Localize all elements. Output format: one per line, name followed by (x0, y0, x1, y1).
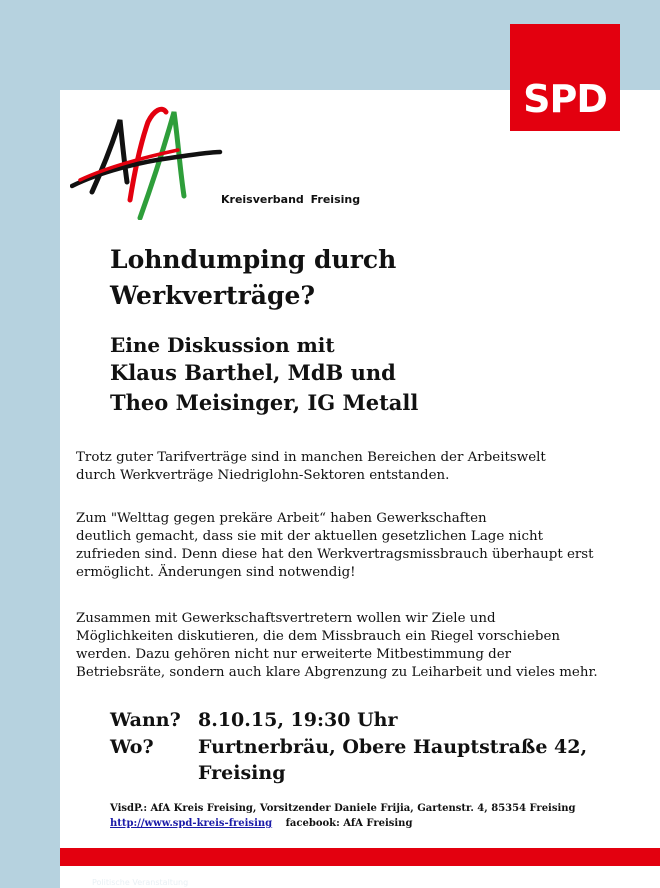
body-line: Zusammen mit Gewerkschaftsvertretern wollen wir Ziele und (76, 611, 496, 626)
body-line: durch Werkverträge Niedriglohn-Sektoren entstanden. (76, 468, 450, 483)
body-paragraph-2 (76, 510, 636, 582)
visdp-imprint: VisdP.: AfA Kreis Freising, Vorsitzender Daniele Frijia, Gartenstr. 4, 85354 Freising (110, 803, 576, 814)
body-line: ermöglicht. Änderungen sind notwendig! (76, 565, 356, 580)
body-paragraph-1 (76, 449, 636, 485)
body-line: deutlich gemacht, dass sie mit der aktuellen gesetzlichen Lage nicht (76, 529, 543, 544)
spd-logo-text: SPD (523, 77, 607, 121)
spd-logo (510, 24, 620, 131)
title-line-2: Werkverträge? (110, 281, 315, 310)
body-line: Zum "Welttag gegen prekäre Arbeit“ haben Gewerkschaften (76, 511, 487, 526)
footer-red-bar (60, 848, 660, 866)
subtitle-line-1: Eine Diskussion mit (110, 333, 335, 357)
kreisverband-label: Kreisverband Freising (221, 193, 361, 206)
body-line: zufrieden sind. Denn diese hat den Werkvertragsmissbrauch überhaupt erst (76, 547, 594, 562)
event-when-value: 8.10.15, 19:30 Uhr (198, 709, 398, 731)
subtitle-line-2: Klaus Barthel, MdB und (110, 360, 396, 385)
body-line: Trotz guter Tarifverträge sind in manchen Bereichen der Arbeitswelt (76, 450, 546, 465)
subtitle-line-3: Theo Meisinger, IG Metall (110, 390, 419, 415)
event-where-label: Wo? (110, 736, 154, 758)
event-where-value-line-1: Furtnerbräu, Obere Hauptstraße 42, (198, 736, 588, 758)
body-line: Betriebsräte, sondern auch klare Abgrenzung zu Leiharbeit und vieles mehr. (76, 665, 598, 680)
event-when-label: Wann? (110, 709, 181, 731)
category-label: Politische Veranstaltung (92, 878, 189, 887)
footer-links (110, 818, 412, 829)
body-paragraph-3 (76, 610, 636, 682)
afa-logo (70, 100, 230, 220)
afa-logo-black-stroke (92, 120, 127, 192)
body-line: werden. Dazu gehören nicht nur erweiterte Mitbestimmung der (76, 647, 512, 662)
website-link[interactable]: http://www.spd-kreis-freising (110, 818, 273, 829)
body-line: Möglichkeiten diskutieren, die dem Missbrauch ein Riegel vorschieben (76, 629, 561, 644)
event-where-value-line-2: Freising (198, 762, 286, 784)
title-line-1: Lohndumping durch (110, 245, 397, 274)
facebook-label: facebook: AfA Freising (285, 818, 413, 829)
